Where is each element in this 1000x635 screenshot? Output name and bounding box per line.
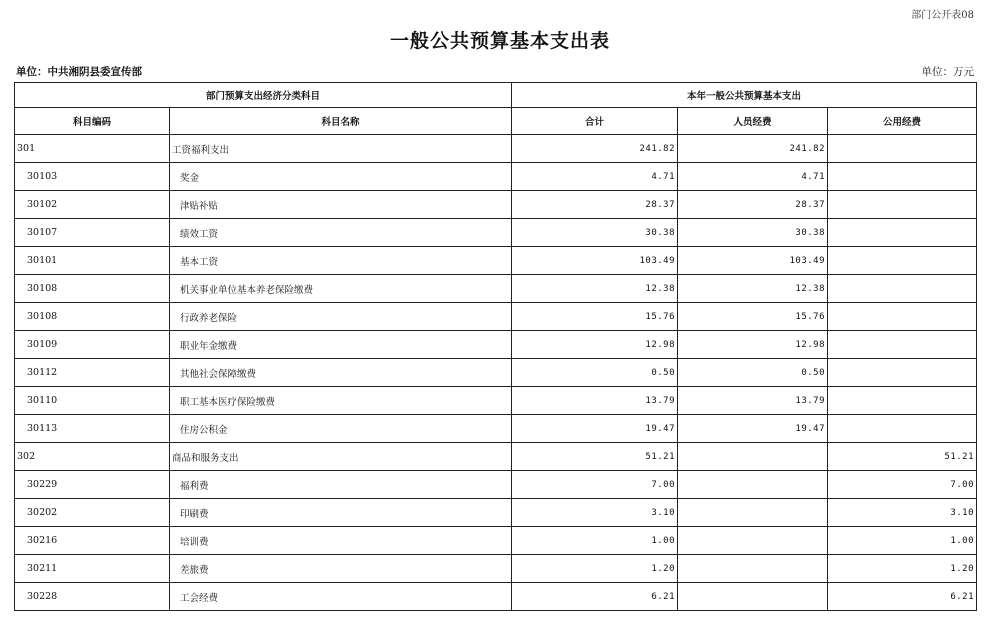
row-name: 奖金 [170, 163, 512, 191]
row-code: 30109 [15, 331, 170, 359]
row-personnel: 4.71 [678, 163, 828, 191]
row-code: 301 [15, 135, 170, 163]
row-public [828, 191, 977, 219]
table-row [15, 331, 977, 359]
header-expenditure-group: 本年一般公共预算基本支出 [512, 83, 977, 108]
row-public: 7.00 [828, 471, 977, 499]
row-total: 13.79 [512, 387, 678, 415]
table-row [15, 163, 977, 191]
row-name: 其他社会保障缴费 [170, 359, 512, 387]
row-total: 30.38 [512, 219, 678, 247]
row-total: 3.10 [512, 499, 678, 527]
row-code: 30108 [15, 303, 170, 331]
row-personnel [678, 583, 828, 611]
row-personnel [678, 555, 828, 583]
currency-unit: 单位：万元 [921, 66, 974, 78]
header-name: 科目名称 [170, 108, 512, 135]
row-personnel [678, 443, 828, 471]
table-row [15, 443, 977, 471]
table-row [15, 415, 977, 443]
row-name: 商品和服务支出 [170, 443, 512, 471]
row-total: 103.49 [512, 247, 678, 275]
row-public: 1.00 [828, 527, 977, 555]
row-total: 4.71 [512, 163, 678, 191]
table-row [15, 135, 977, 163]
table-row [15, 387, 977, 415]
row-name: 绩效工资 [170, 219, 512, 247]
table-row [15, 555, 977, 583]
table-row [15, 471, 977, 499]
table-body [15, 135, 977, 611]
row-name: 工资福利支出 [170, 135, 512, 163]
form-code: 部门公开表08 [911, 10, 974, 21]
row-total: 241.82 [512, 135, 678, 163]
table-row [15, 499, 977, 527]
row-total: 0.50 [512, 359, 678, 387]
row-public [828, 331, 977, 359]
row-name: 印刷费 [170, 499, 512, 527]
row-name: 工会经费 [170, 583, 512, 611]
table-row [15, 247, 977, 275]
row-code: 30101 [15, 247, 170, 275]
header-public: 公用经费 [828, 108, 977, 135]
header-classification-group: 部门预算支出经济分类科目 [15, 83, 512, 108]
row-public [828, 219, 977, 247]
row-name: 机关事业单位基本养老保险缴费 [170, 275, 512, 303]
row-public [828, 247, 977, 275]
row-code: 30202 [15, 499, 170, 527]
row-name: 福利费 [170, 471, 512, 499]
row-code: 30107 [15, 219, 170, 247]
page-title: 一般公共预算基本支出表 [389, 30, 610, 52]
row-total: 12.98 [512, 331, 678, 359]
table-row [15, 527, 977, 555]
row-personnel: 0.50 [678, 359, 828, 387]
row-personnel: 15.76 [678, 303, 828, 331]
department-unit: 单位：中共湘阴县委宣传部 [16, 66, 142, 78]
row-personnel [678, 471, 828, 499]
table-header-row [15, 108, 977, 135]
header-total: 合计 [512, 108, 678, 135]
row-total: 1.20 [512, 555, 678, 583]
row-personnel: 30.38 [678, 219, 828, 247]
row-code: 30229 [15, 471, 170, 499]
row-public: 6.21 [828, 583, 977, 611]
table-row [15, 191, 977, 219]
row-public [828, 387, 977, 415]
row-code: 30228 [15, 583, 170, 611]
row-total: 7.00 [512, 471, 678, 499]
row-total: 51.21 [512, 443, 678, 471]
row-name: 基本工资 [170, 247, 512, 275]
row-total: 12.38 [512, 275, 678, 303]
row-personnel: 12.98 [678, 331, 828, 359]
row-personnel: 19.47 [678, 415, 828, 443]
row-code: 30113 [15, 415, 170, 443]
row-total: 6.21 [512, 583, 678, 611]
row-code: 30103 [15, 163, 170, 191]
row-code: 30216 [15, 527, 170, 555]
row-public [828, 135, 977, 163]
row-code: 302 [15, 443, 170, 471]
row-personnel: 28.37 [678, 191, 828, 219]
row-total: 28.37 [512, 191, 678, 219]
row-name: 职业年金缴费 [170, 331, 512, 359]
row-code: 30102 [15, 191, 170, 219]
row-personnel: 12.38 [678, 275, 828, 303]
row-code: 30112 [15, 359, 170, 387]
budget-table [14, 82, 977, 611]
table-row [15, 219, 977, 247]
row-personnel [678, 527, 828, 555]
table-row [15, 303, 977, 331]
row-name: 职工基本医疗保险缴费 [170, 387, 512, 415]
row-personnel: 241.82 [678, 135, 828, 163]
row-public [828, 415, 977, 443]
table-row [15, 359, 977, 387]
row-code: 30108 [15, 275, 170, 303]
table-row [15, 275, 977, 303]
row-total: 19.47 [512, 415, 678, 443]
row-name: 行政养老保险 [170, 303, 512, 331]
row-public [828, 359, 977, 387]
row-public: 51.21 [828, 443, 977, 471]
row-public [828, 303, 977, 331]
table-row [15, 583, 977, 611]
header-personnel: 人员经费 [678, 108, 828, 135]
row-total: 15.76 [512, 303, 678, 331]
row-code: 30211 [15, 555, 170, 583]
table-header-group-row [15, 83, 977, 108]
row-name: 住房公积金 [170, 415, 512, 443]
row-personnel: 13.79 [678, 387, 828, 415]
row-personnel [678, 499, 828, 527]
row-total: 1.00 [512, 527, 678, 555]
row-name: 津贴补贴 [170, 191, 512, 219]
row-public [828, 275, 977, 303]
row-personnel: 103.49 [678, 247, 828, 275]
row-name: 差旅费 [170, 555, 512, 583]
row-name: 培训费 [170, 527, 512, 555]
row-public: 3.10 [828, 499, 977, 527]
row-public: 1.20 [828, 555, 977, 583]
header-code: 科目编码 [15, 108, 170, 135]
row-code: 30110 [15, 387, 170, 415]
row-public [828, 163, 977, 191]
